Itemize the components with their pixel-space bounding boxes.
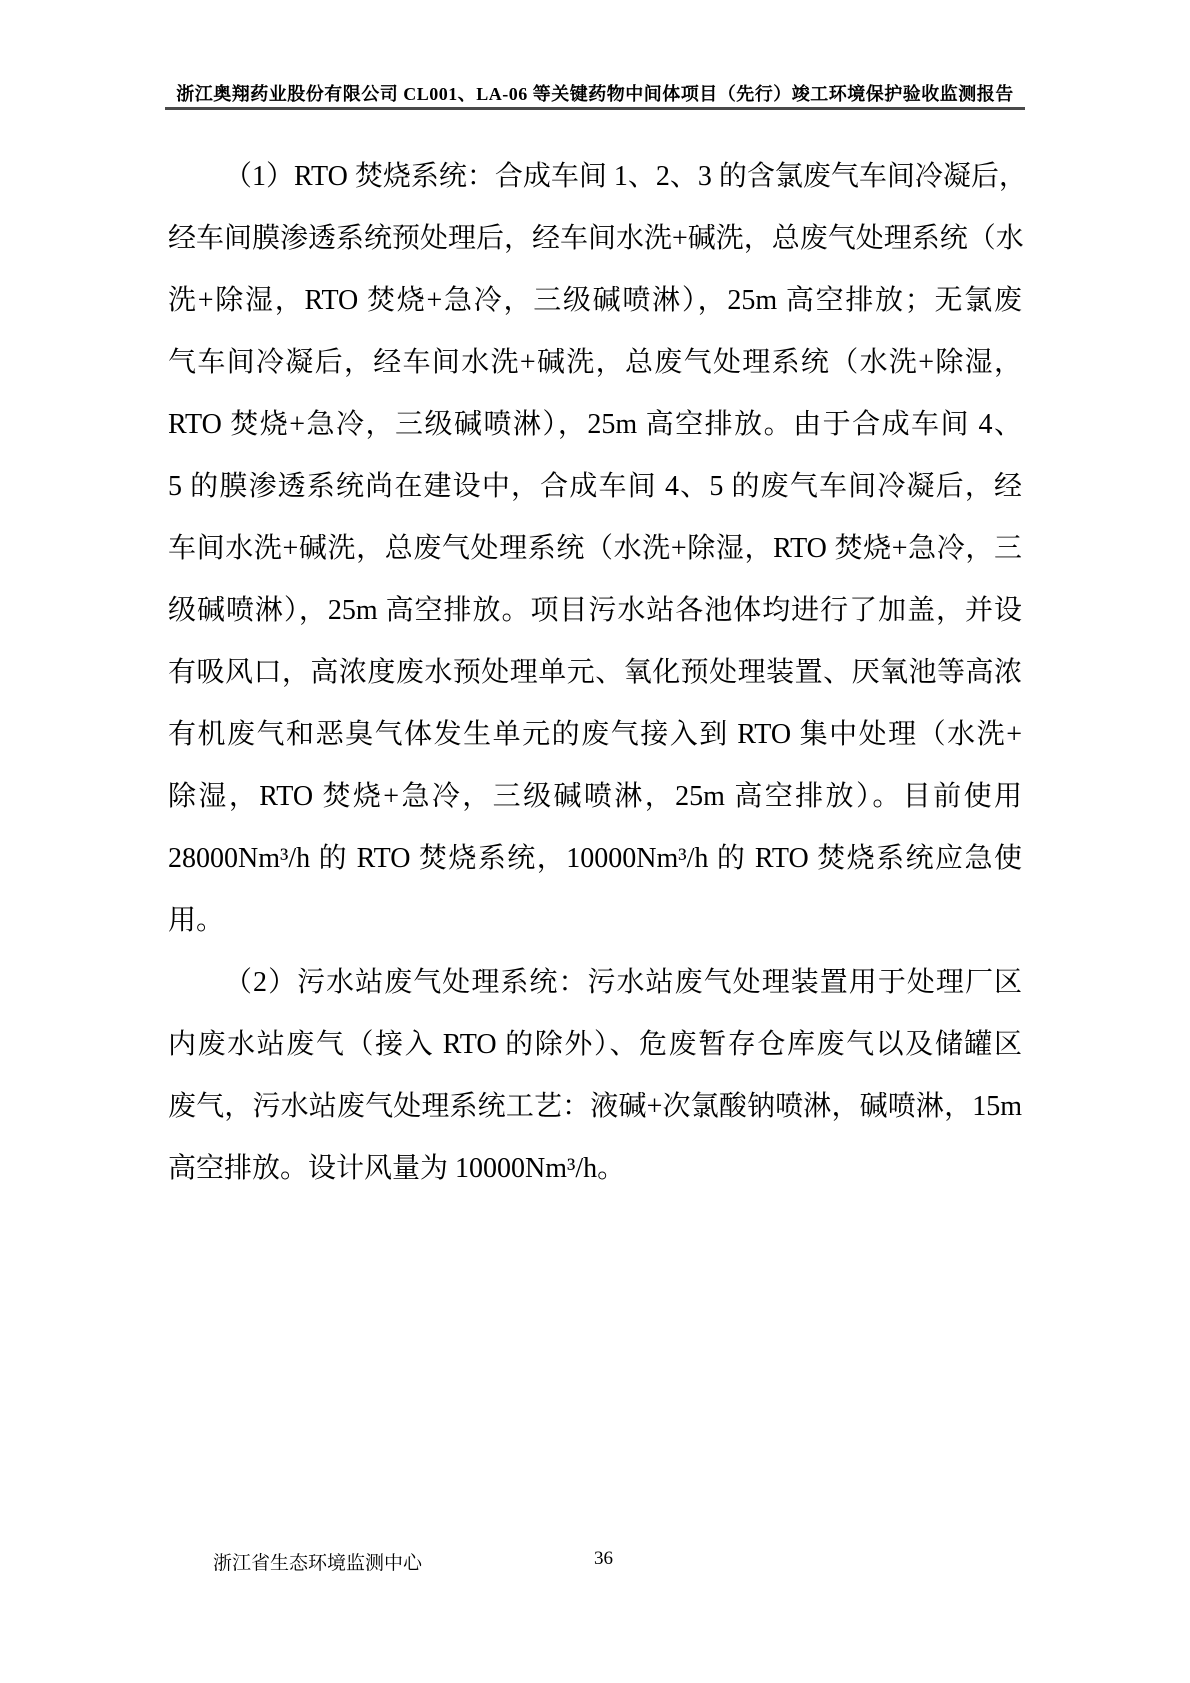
body-line: 洗+除湿，RTO 焚烧+急冷，三级碱喷淋），25m 高空排放；无氯废 (168, 285, 1022, 316)
body-line: 用。 (168, 905, 225, 936)
body-line: RTO 焚烧+急冷，三级碱喷淋），25m 高空排放。由于合成车间 4、 (168, 409, 1022, 440)
body-line: 内废水站废气（接入 RTO 的除外）、危废暂存仓库废气以及储罐区 (168, 1029, 1022, 1060)
body-line: 5 的膜渗透系统尚在建设中，合成车间 4、5 的废气车间冷凝后，经 (168, 471, 1022, 502)
body-line: 气车间冷凝后，经车间水洗+碱洗，总废气处理系统（水洗+除湿， (168, 347, 1022, 378)
body-line: 级碱喷淋），25m 高空排放。项目污水站各池体均进行了加盖，并设 (168, 595, 1022, 626)
body-line: 经车间膜渗透系统预处理后，经车间水洗+碱洗，总废气处理系统（水 (168, 223, 1024, 254)
body-line: 有机废气和恶臭气体发生单元的废气接入到 RTO 集中处理（水洗+ (168, 719, 1022, 750)
body-line: 车间水洗+碱洗，总废气处理系统（水洗+除湿，RTO 焚烧+急冷，三 (168, 533, 1022, 564)
body-line: 28000Nm³/h 的 RTO 焚烧系统，10000Nm³/h 的 RTO 焚烧系统应急使 (168, 843, 1022, 874)
body-line: 除湿，RTO 焚烧+急冷，三级碱喷淋，25m 高空排放）。目前使用 (168, 781, 1022, 812)
body-line: 废气，污水站废气处理系统工艺：液碱+次氯酸钠喷淋，碱喷淋，15m (168, 1091, 1022, 1122)
body-line: 有吸风口，高浓度废水预处理单元、氧化预处理装置、厌氧池等高浓 (168, 657, 1022, 688)
body-line: （2）污水站废气处理系统：污水站废气处理装置用于处理厂区 (224, 967, 1022, 998)
header-rule (165, 107, 1025, 110)
header-title: 浙江奥翔药业股份有限公司 CL001、LA-06 等关键药物中间体项目（先行）竣工环境保护验收监测报告 (176, 84, 1014, 104)
footer-organization: 浙江省生态环境监测中心 (213, 1553, 423, 1574)
footer-page-number: 36 (594, 1548, 613, 1569)
paragraph-1 (168, 146, 1027, 952)
body-line: 高空排放。设计风量为 10000Nm³/h。 (168, 1153, 626, 1184)
body-line: （1）RTO 焚烧系统：合成车间 1、2、3 的含氯废气车间冷凝后， (224, 161, 1027, 192)
document-body (168, 146, 1027, 1200)
paragraph-2 (168, 952, 1022, 1200)
